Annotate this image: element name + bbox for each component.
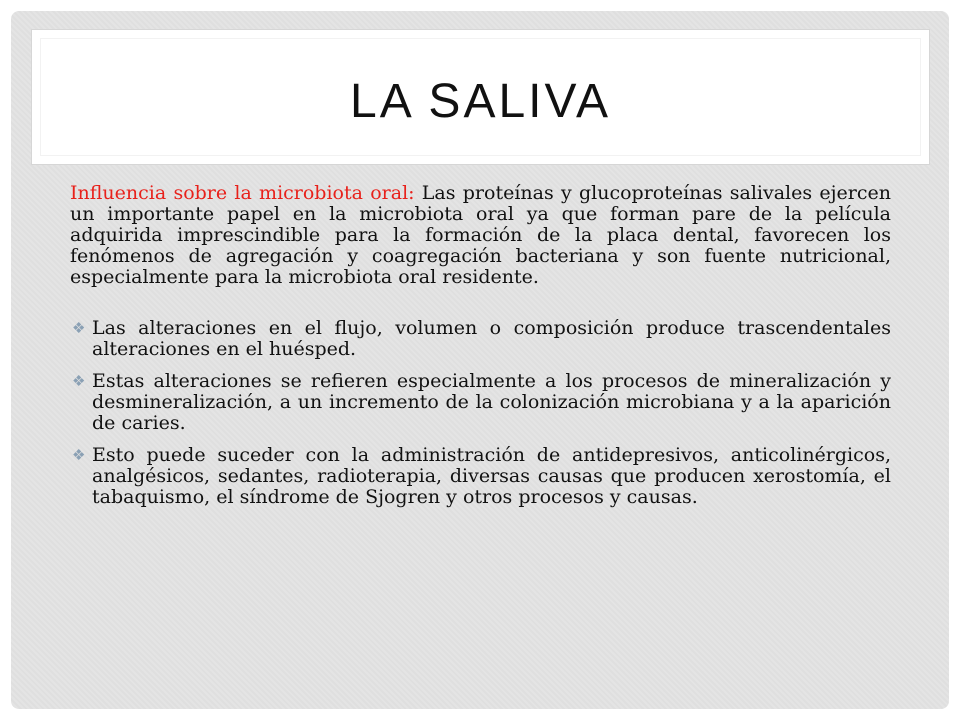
- intro-lead: Influencia sobre la microbiota oral:: [70, 182, 415, 204]
- bullet-item: [70, 318, 891, 360]
- bullet-text: Esto puede suceder con la administración de antidepresivos, anticolinérgicos, analgésicos, sedantes, radioterapia, diversas causas que producen xerostomía, el tabaquismo, el síndrome de Sjogren y otros procesos y causas.: [92, 444, 891, 508]
- bullet-text: Las alteraciones en el flujo, volumen o composición produce trascendentales alteraciones en el huésped.: [92, 317, 891, 360]
- bullet-item: [70, 371, 891, 434]
- diamond-bullet-icon: ❖: [72, 372, 86, 390]
- diamond-bullet-icon: ❖: [72, 319, 86, 337]
- title-box: [31, 29, 930, 165]
- bullet-item: [70, 445, 891, 508]
- slide-content: [70, 183, 891, 519]
- bullet-list: [70, 318, 891, 508]
- slide-title: LA SALIVA: [350, 75, 611, 128]
- intro-text: Las proteínas y glucoproteínas salivales ejercen un importante papel en la microbiota oral ya que forman pare de la película adquirida imprescindible para la formación de la placa dental, favorecen los fenómenos de agregación y coagregación bacteriana y son fuente nutricional, especialmente para la microbiota oral residente.: [70, 182, 891, 288]
- bullet-text: Estas alteraciones se refieren especialmente a los procesos de mineralización y desmineralización, a un incremento de la colonización microbiana y a la aparición de caries.: [92, 370, 891, 434]
- intro-paragraph: [70, 183, 891, 288]
- slide: [11, 11, 949, 709]
- diamond-bullet-icon: ❖: [72, 446, 86, 464]
